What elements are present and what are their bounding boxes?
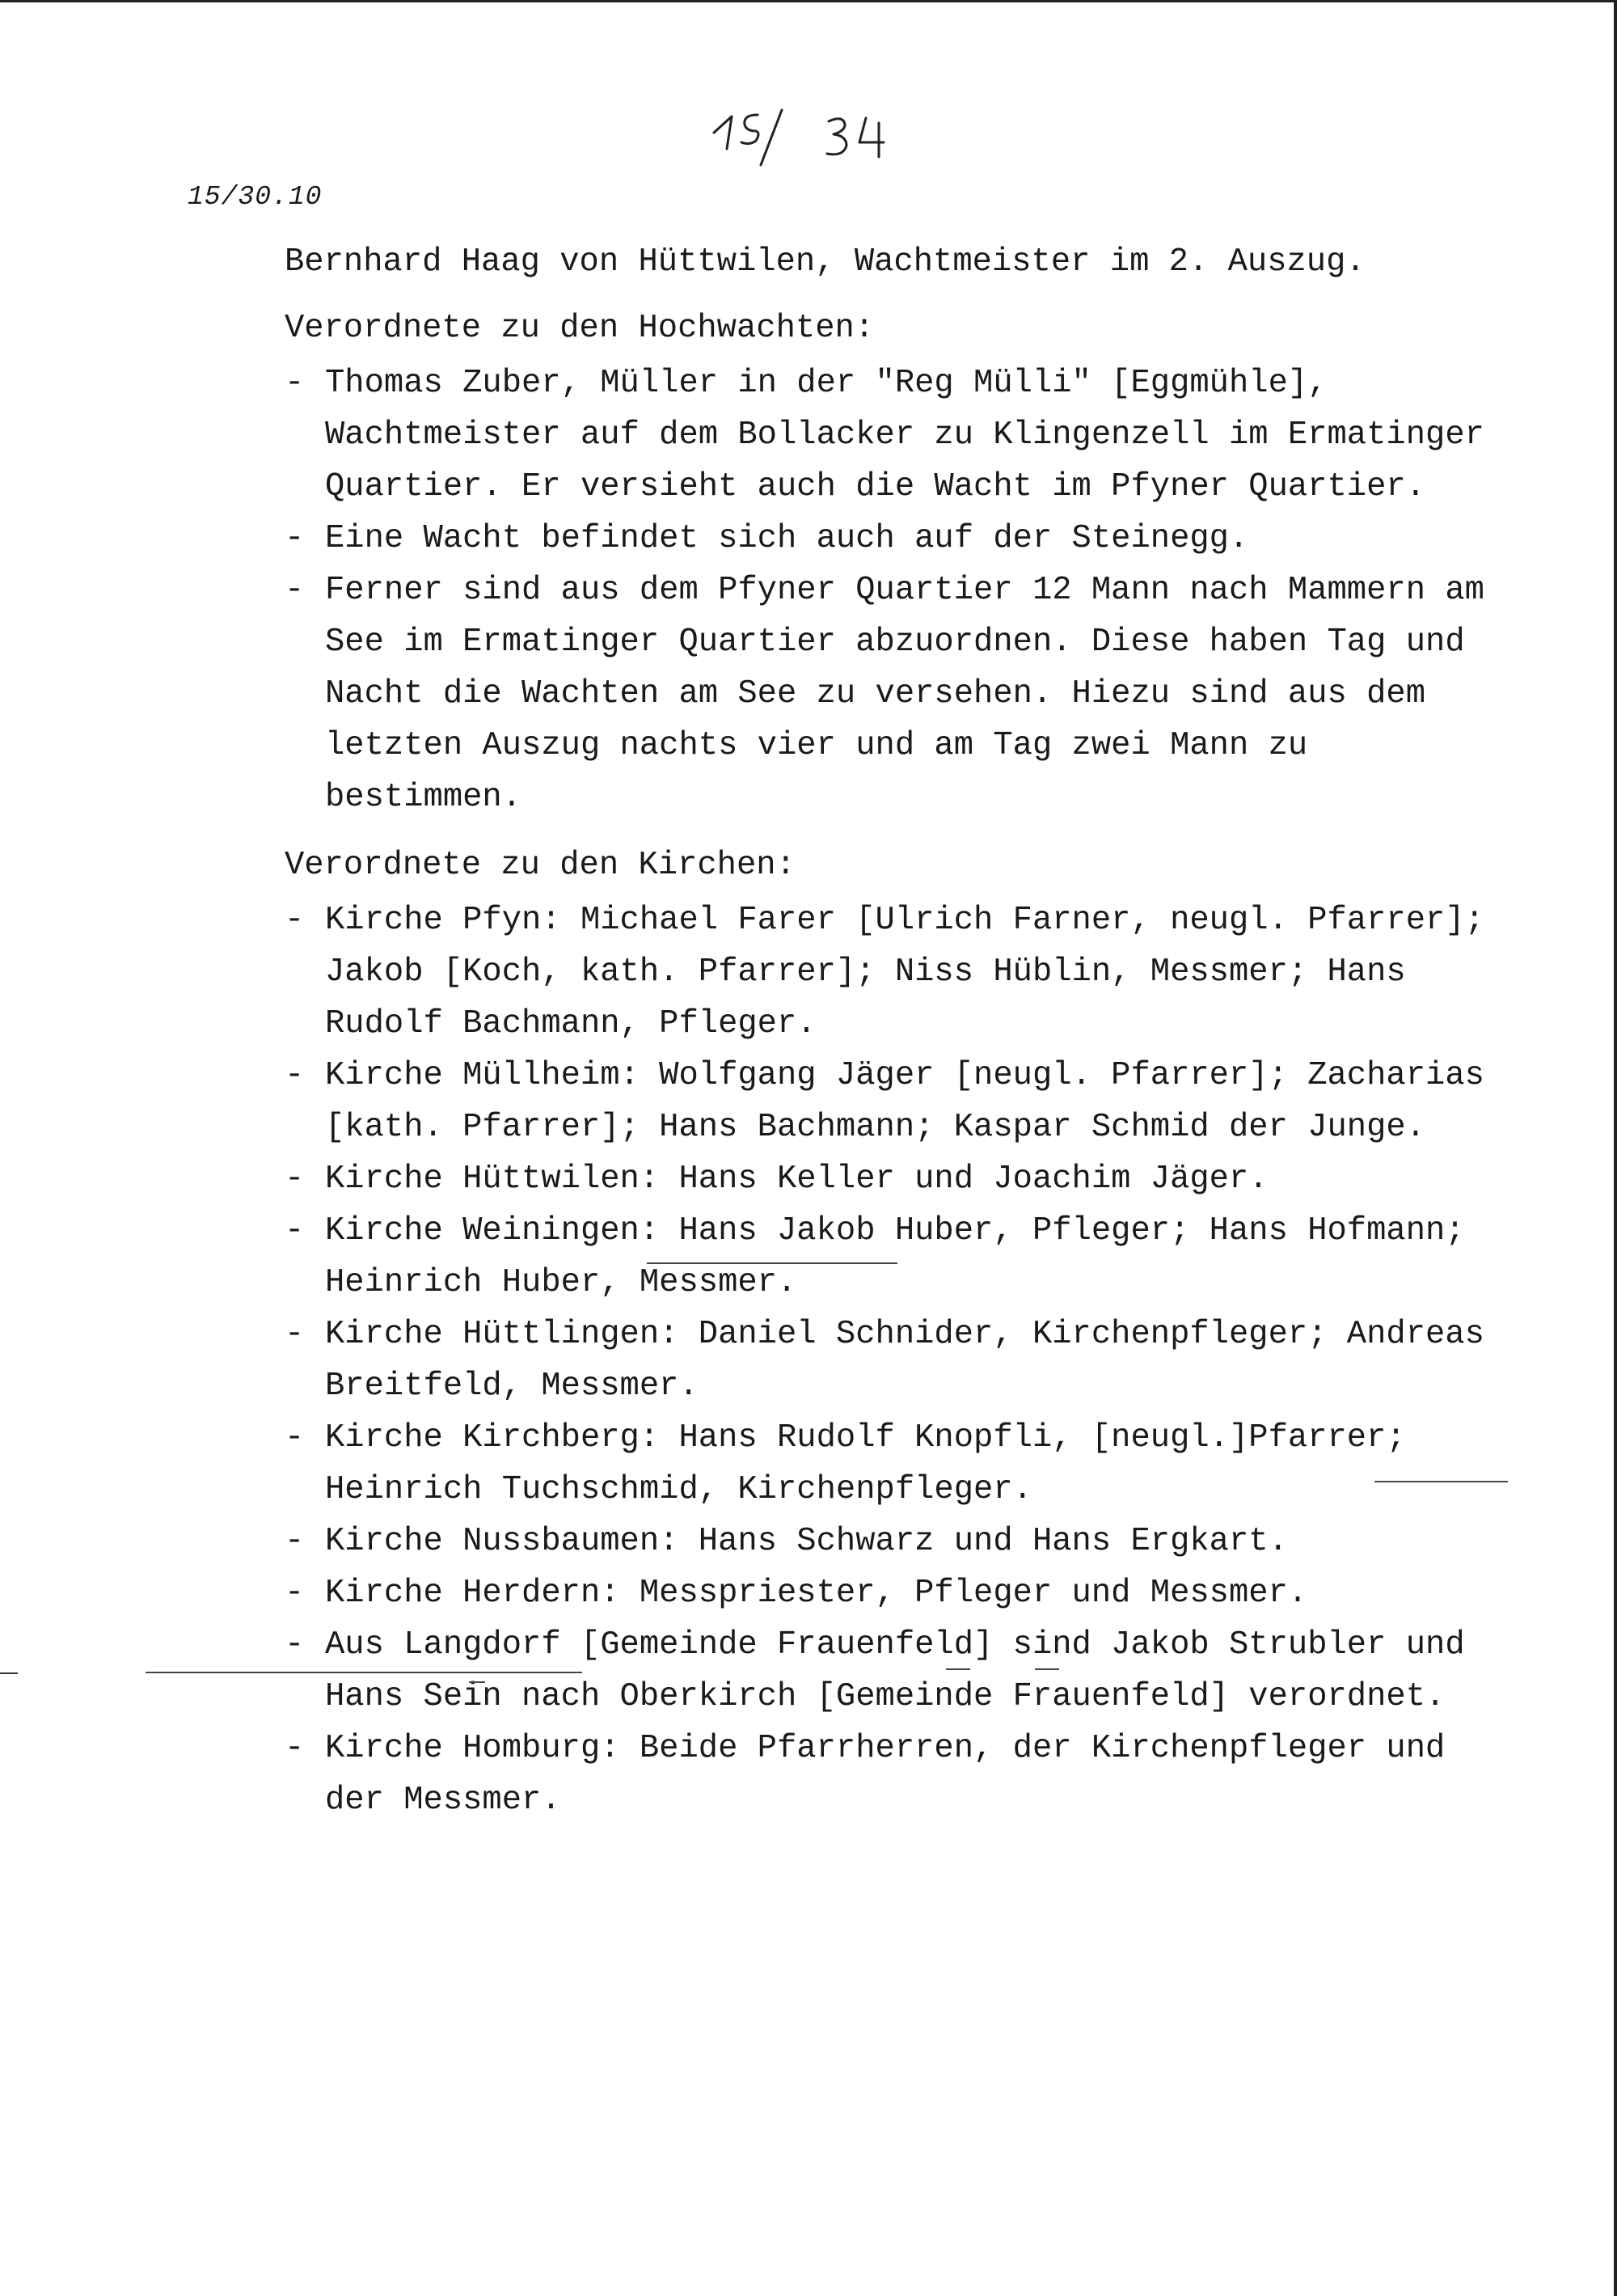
section-heading-hochwachten: Verordnete zu den Hochwachten: [285,310,875,347]
list-item: - Kirche Herdern: Messpriester, Pfleger und Messmer. [285,1567,1497,1619]
kirchen-list [285,894,1497,1826]
list-item: - Kirche Hüttlingen: Daniel Schnider, Kirchenpfleger; Andreas Breitfeld, Messmer. [285,1309,1497,1412]
document-body [285,236,1497,1842]
section-heading-kirchen: Verordnete zu den Kirchen: [285,847,796,884]
list-item: - Thomas Zuber, Müller in der "Reg Mülli" [Eggmühle], Wachtmeister auf dem Bollacker zu Klingenzell im Ermatinger Quartier. Er versieht auch die Wacht im Pfyner Quartier. [285,357,1497,513]
list-item: - Kirche Weiningen: Hans Jakob Huber, Pfleger; Hans Hofmann; Heinrich Huber, Messmer. [285,1205,1497,1309]
list-item: - Kirche Hüttwilen: Hans Keller und Joachim Jäger. [285,1153,1497,1205]
scan-edge-top [0,0,1617,2]
handwritten-page-number-drawing [707,104,910,168]
list-item: - Kirche Pfyn: Michael Farer [Ulrich Farner, neugl. Pfarrer]; Jakob [Koch, kath. Pfarrer]; Niss Hüblin, Messmer; Hans Rudolf Bachmann, Pfleger. [285,894,1497,1050]
list-item: - Eine Wacht befindet sich auch auf der Steinegg. [285,513,1497,564]
hochwachten-list [285,357,1497,823]
list-item: - Aus Langdorf [Gemeinde Frauenfeld] sind Jakob Strubler und Hans Sein nach Oberkirch [Gemeinde Frauenfeld] verordnet. [285,1619,1497,1723]
handwritten-page-number [707,104,910,168]
list-item: - Ferner sind aus dem Pfyner Quartier 12 Mann nach Mammern am See im Ermatinger Quartier abzuordnen. Diese haben Tag und Nacht die Wachten am See zu versehen. Hiezu sind aus dem letzten Auszug nachts vier und am Tag zwei Mann zu bestimmen. [285,564,1497,823]
list-item: - Kirche Nussbaumen: Hans Schwarz und Hans Ergkart. [285,1516,1497,1567]
list-item: - Kirche Müllheim: Wolfgang Jäger [neugl. Pfarrer]; Zacharias [kath. Pfarrer]; Hans Bachmann; Kaspar Schmid der Junge. [285,1050,1497,1153]
intro-paragraph: Bernhard Haag von Hüttwilen, Wachtmeister im 2. Auszug. [285,243,1366,281]
reference-number: 15/30.10 [188,182,323,212]
list-item: - Kirche Homburg: Beide Pfarrherren, der Kirchenpfleger und der Messmer. [285,1723,1497,1826]
scan-edge-mark [0,1672,18,1674]
list-item: - Kirche Kirchberg: Hans Rudolf Knopfli, [neugl.]Pfarrer; Heinrich Tuchschmid, Kirchenpfleger. [285,1412,1497,1516]
scan-edge-right [1614,0,1617,2296]
